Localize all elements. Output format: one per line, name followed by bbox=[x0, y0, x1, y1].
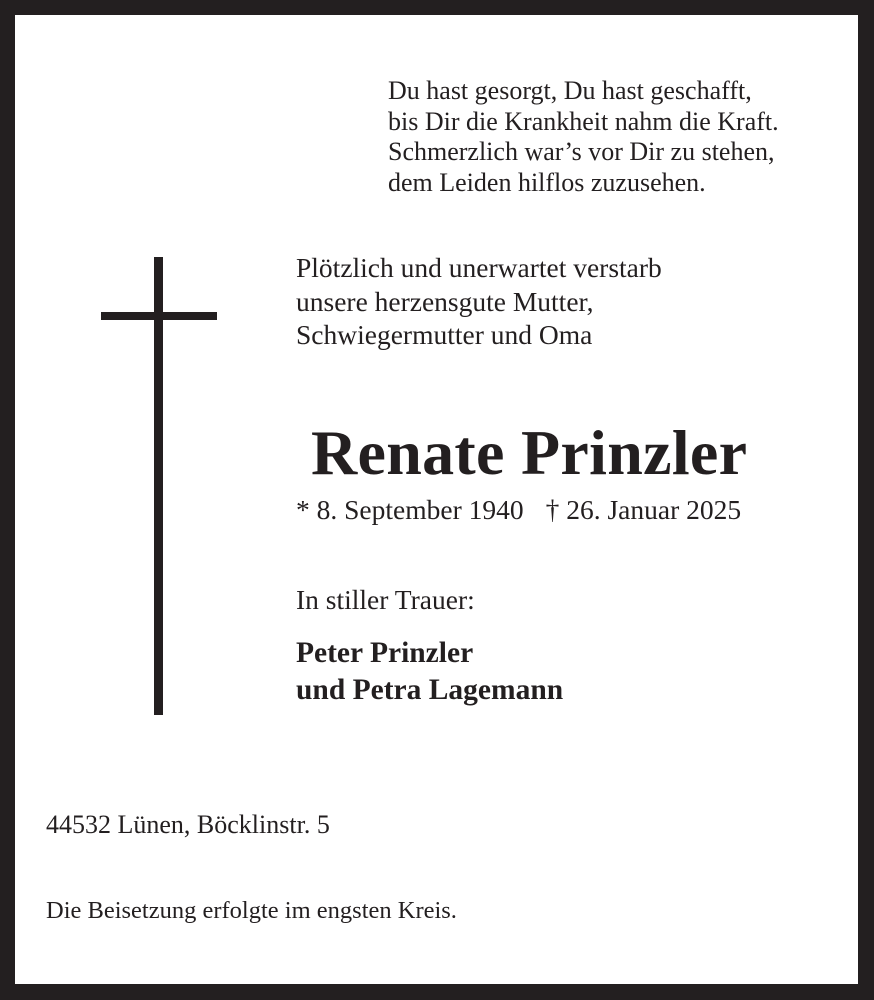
burial-note: Die Beisetzung erfolgte im engsten Kreis. bbox=[46, 897, 457, 924]
poem-line: Schmerzlich war’s vor Dir zu stehen, bbox=[388, 137, 775, 166]
intro-text bbox=[296, 251, 662, 352]
intro-line: Plötzlich und unerwartet verstarb bbox=[296, 252, 662, 283]
mourning-label: In stiller Trauer: bbox=[296, 584, 475, 615]
poem-line: dem Leiden hilflos zuzusehen. bbox=[388, 167, 706, 197]
signer-name: Peter Prinzler bbox=[296, 637, 474, 669]
intro-line: unsere herzensgute Mutter, bbox=[296, 285, 594, 317]
death-date: † 26. Januar 2025 bbox=[545, 494, 742, 525]
signer-name: und Petra Lagemann bbox=[296, 674, 564, 706]
signers bbox=[296, 635, 563, 709]
address: 44532 Lünen, Böcklinstr. 5 bbox=[46, 810, 330, 839]
birth-date: * 8. September 1940 bbox=[296, 494, 524, 525]
cross-icon-horizontal-bar bbox=[101, 312, 217, 320]
memorial-poem bbox=[388, 76, 779, 198]
cross-icon-vertical-bar bbox=[154, 257, 163, 715]
intro-line: Schwiegermutter und Oma bbox=[296, 319, 593, 350]
deceased-name: Renate Prinzler bbox=[311, 417, 748, 488]
poem-line: bis Dir die Krankheit nahm die Kraft. bbox=[388, 106, 779, 136]
obituary-notice bbox=[15, 15, 858, 984]
life-dates bbox=[296, 493, 741, 527]
poem-line: Du hast gesorgt, Du hast geschafft, bbox=[388, 76, 752, 105]
